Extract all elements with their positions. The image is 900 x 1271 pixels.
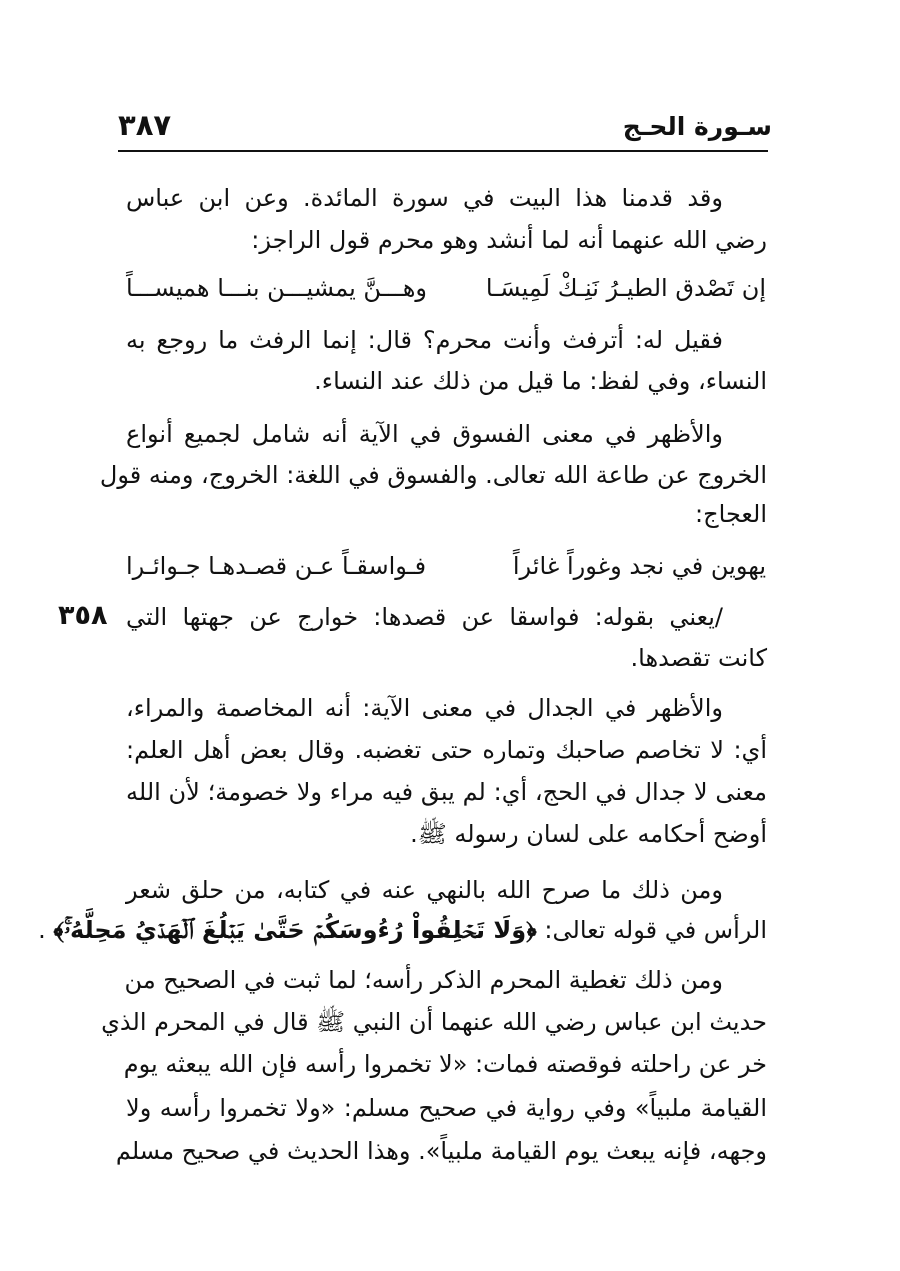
text-line: أوضح أحكامه على لسان رسوله ﷺ.	[410, 820, 767, 848]
text-line: الخروج عن طاعة الله تعالى. والفسوق في اللغة: الخروج، ومنه قول	[99, 461, 767, 489]
verse1-left: وهـــنَّ يمشيـــن بنـــا هميســـاً	[126, 274, 427, 302]
surah-title: سـورة الحـج	[622, 112, 772, 141]
quran-suffix: .	[38, 916, 46, 944]
quran-verse: ﴿وَلَا تَحۡلِقُواْ رُءُوسَكُمۡ حَتَّىٰ يَبۡلُغَ ٱلۡهَدۡيُ مَحِلَّهُۥۚ﴾	[53, 916, 537, 944]
page-number: ٣٨٧	[118, 108, 172, 142]
text-line: النساء، وفي لفظ: ما قيل من ذلك عند النساء.	[314, 367, 767, 395]
text-line: القيامة ملبياً» وفي رواية في صحيح مسلم: «ولا تخمروا رأسه ولا	[126, 1094, 767, 1122]
text-line: والأظهر في معنى الفسوق في الآية أنه شامل لجميع أنواع	[126, 420, 723, 448]
margin-page-marker: ٣٥٨	[58, 600, 108, 631]
text-line: معنى لا جدال في الحج، أي: لم يبق فيه مراء ولا خصومة؛ لأن الله	[126, 778, 767, 806]
text-line: حديث ابن عباس رضي الله عنهما أن النبي ﷺ قال في المحرم الذي	[101, 1008, 767, 1036]
quran-prefix: الرأس في قوله تعالى:	[544, 916, 767, 944]
text-line: خر عن راحلته فوقصته فمات: «لا تخمروا رأسه فإن الله يبعثه يوم	[123, 1050, 767, 1078]
text-line: كانت تقصدها.	[630, 644, 767, 672]
text-line: ومن ذلك تغطية المحرم الذكر رأسه؛ لما ثبت في الصحيح من	[124, 966, 723, 994]
text-line: ومن ذلك ما صرح الله بالنهي عنه في كتابه، من حلق شعر	[126, 876, 723, 904]
quran-text-line	[38, 910, 767, 950]
text-line: العجاج:	[695, 500, 767, 528]
verse1-right: إن تَصْدق الطيـرُ نَنِـكْ لَمِيسَـا	[485, 274, 766, 302]
text-line: فقيل له: أترفث وأنت محرم؟ قال: إنما الرفث ما روجع به	[126, 326, 723, 354]
text-line: وقد قدمنا هذا البيت في سورة المائدة. وعن ابن عباس	[126, 184, 723, 212]
text-line: /يعني بقوله: فواسقا عن قصدها: خوارج عن جهتها التي	[126, 603, 723, 631]
text-line: وجهه، فإنه يبعث يوم القيامة ملبياً». وهذا الحديث في صحيح مسلم	[115, 1137, 767, 1165]
header-rule	[118, 150, 768, 152]
text-line: أي: لا تخاصم صاحبك وتماره حتى تغضبه. وقال بعض أهل العلم:	[126, 736, 767, 764]
text-line: والأظهر في الجدال في معنى الآية: أنه المخاصمة والمراء،	[126, 694, 723, 722]
text-line: رضي الله عنهما أنه لما أنشد وهو محرم قول الراجز:	[251, 226, 767, 254]
verse2-right: يهوين في نجد وغوراً غائراً	[512, 552, 766, 580]
verse2-left: فـواسقـاً عـن قصـدهـا جـوائـرا	[126, 552, 427, 580]
